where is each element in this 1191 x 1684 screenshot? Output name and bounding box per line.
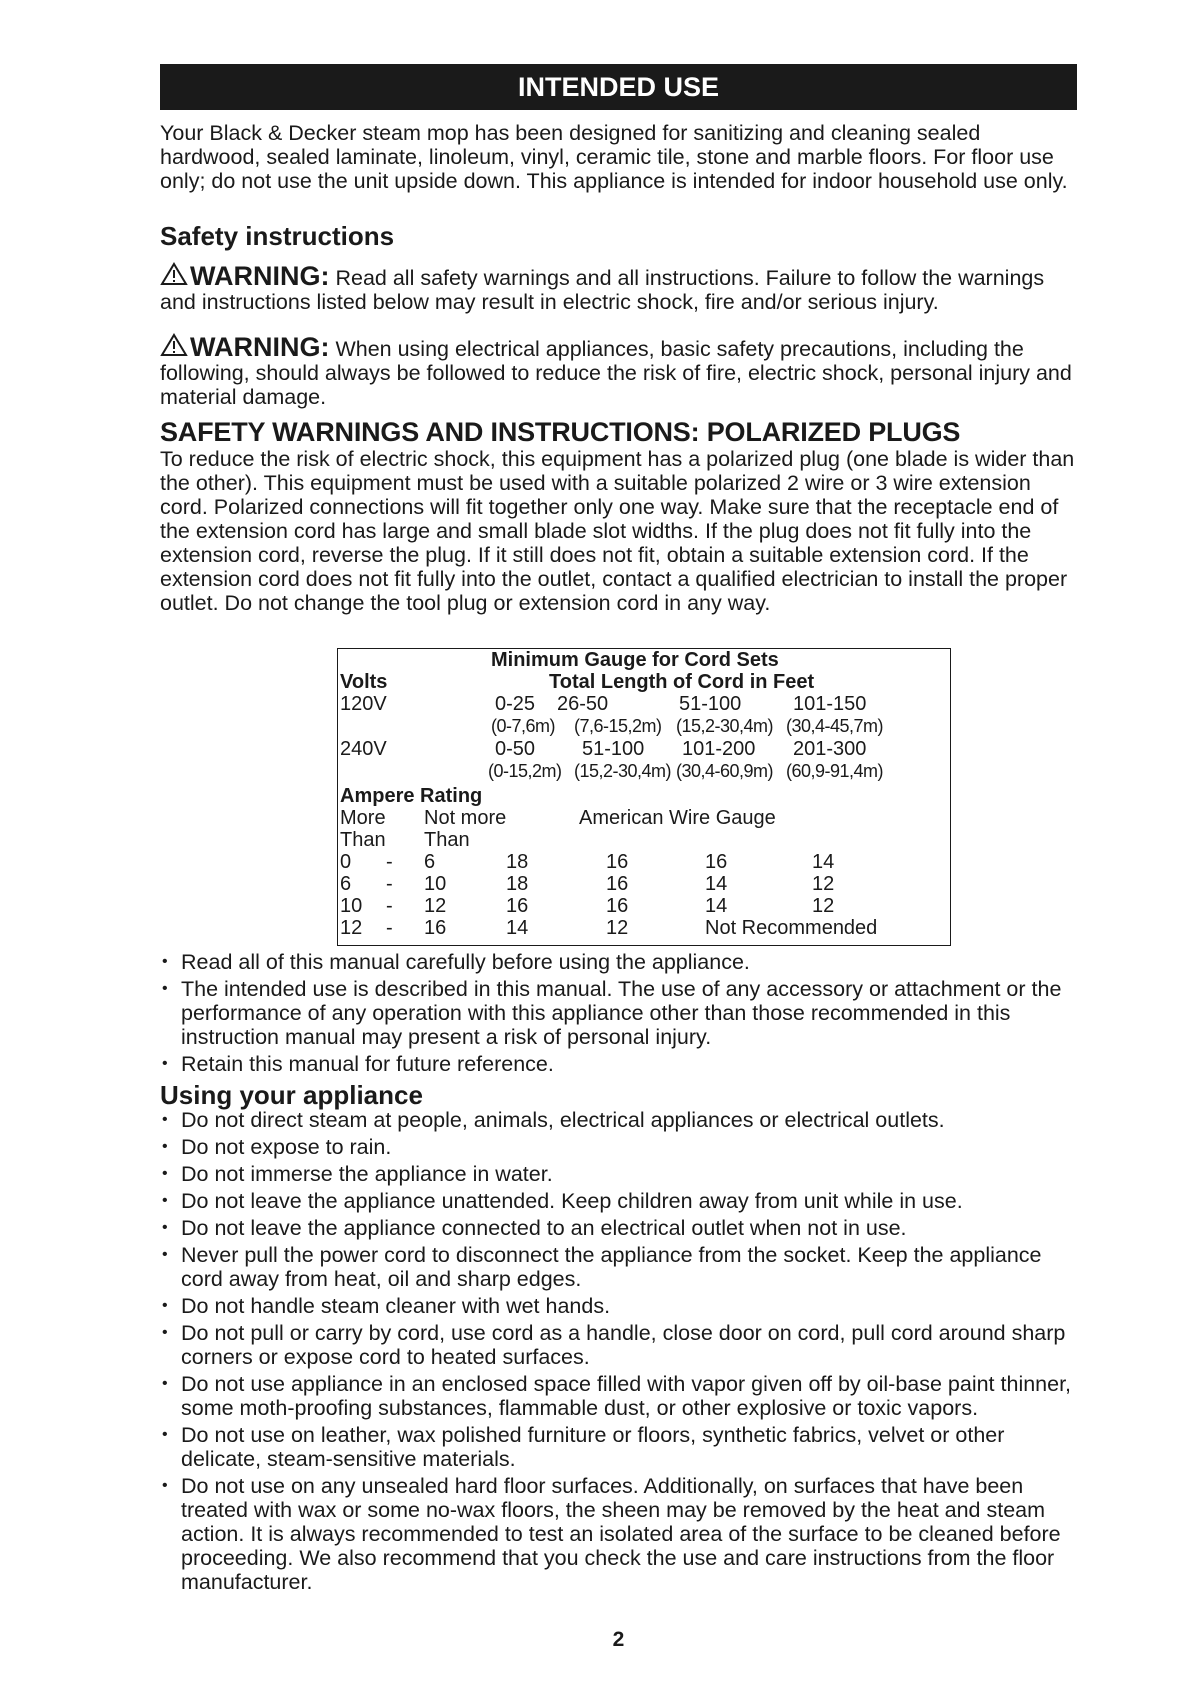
volt-240: 240V (340, 738, 387, 760)
list-item: • Do not use on leather, wax polished furniture or floors, synthetic fabrics, velvet or other delicate, steam-sensitive materials. (160, 1423, 1077, 1471)
length-ft: 101-200 (682, 738, 756, 760)
table-cell: 16 (705, 851, 728, 873)
length-ft: 51-100 (582, 738, 645, 760)
than-label: Than (424, 829, 470, 851)
length-m: (60,9-91,4m) (786, 761, 884, 781)
length-label: Total Length of Cord in Feet (549, 671, 815, 693)
table-cell: - (386, 873, 393, 895)
using-appliance-heading: Using your appliance (160, 1080, 423, 1110)
list-item: • Do not direct steam at people, animals, electrical appliances or electrical outlets. (160, 1108, 1077, 1132)
list-item: • Do not use on any unsealed hard floor surfaces. Additionally, on surfaces that have been treated with wax or some no-wax floors, the sheen may be removed by the heat and steam action. It is always recommended to test an isolated area of the surface to be cleaned before proceeding. We also recommend that you check the use and care instructions from the floor manufacturer. (160, 1474, 1077, 1594)
cord-gauge-table (337, 648, 951, 946)
list-item: • Do not pull or carry by cord, use cord as a handle, close door on cord, pull cord around sharp corners or expose cord to heated surfaces. (160, 1321, 1077, 1369)
list-item: • Do not immerse the appliance in water. (160, 1162, 1077, 1186)
safety-heading: Safety instructions (160, 221, 395, 251)
table-cell: 16 (606, 895, 629, 917)
list-item: • Read all of this manual carefully before using the appliance. (160, 950, 1077, 974)
using-bullet-list (160, 1108, 1077, 1594)
table-cell: 16 (606, 873, 629, 895)
not-more-label: Not more (424, 807, 507, 829)
table-cell: 18 (506, 873, 529, 895)
table-cell: 16 (506, 895, 529, 917)
table-cell: 18 (506, 851, 529, 873)
warning-triangle-icon (160, 262, 188, 286)
warning-text: Read all safety warnings and all instructions. Failure to follow the warnings and instructions listed below may result in electric shock, fire and/or serious injury. (160, 266, 1045, 314)
list-item: • Do not handle steam cleaner with wet hands. (160, 1294, 1077, 1318)
warning-block-1 (160, 262, 1077, 314)
table-cell: 14 (705, 873, 728, 895)
table-cell: - (386, 895, 393, 917)
than-label: Than (340, 829, 386, 851)
list-item: • Retain this manual for future reference. (160, 1052, 1077, 1076)
table-cell: 12 (340, 917, 363, 939)
warning-block-2 (160, 333, 1077, 409)
section-banner: INTENDED USE (160, 64, 1077, 110)
list-item: • Do not leave the appliance connected to an electrical outlet when not in use. (160, 1216, 1077, 1240)
list-item: • Do not use appliance in an enclosed space filled with vapor given off by oil-base paint thinner, some moth-proofing substances, flammable dust, or other explosive or toxic vapors. (160, 1372, 1077, 1420)
polarized-plugs-paragraph: To reduce the risk of electric shock, this equipment has a polarized plug (one blade is wider than the other). This equipment must be used with a suitable polarized 2 wire or 3 wire extension cord. Polarized connections will fit together only one way. Make sure that the receptacle end of the extension cord has large and small blade slot widths. If the plug does not fit fully into the extension cord, reverse the plug. If it still does not fit, obtain a suitable extension cord. If the extension cord does not fit fully into the outlet, contact a qualified electrician to install the proper outlet. Do not change the tool plug or extension cord in any way. (160, 447, 1075, 615)
length-ft: 51-100 (679, 693, 742, 715)
table-cell: 16 (424, 917, 447, 939)
table-cell: - (386, 917, 393, 939)
table-cell: 6 (424, 851, 436, 873)
page-number: 2 (612, 1628, 625, 1651)
length-ft: 101-150 (793, 693, 867, 715)
table-cell: 12 (606, 917, 629, 939)
table-cell: 12 (812, 895, 835, 917)
length-m: (7,6-15,2m) (574, 716, 662, 736)
table-cell: 14 (812, 851, 835, 873)
table-cell: 10 (340, 895, 363, 917)
length-m: (30,4-60,9m) (676, 761, 774, 781)
table-title: Minimum Gauge for Cord Sets (491, 649, 779, 671)
table-cell: 12 (812, 873, 835, 895)
length-m: (15,2-30,4m) (574, 761, 672, 781)
list-item: • The intended use is described in this manual. The use of any accessory or attachment or the performance of any operation with this appliance other than those recommended in this instruction manual may present a risk of personal injury. (160, 977, 1077, 1049)
length-m: (30,4-45,7m) (786, 716, 884, 736)
list-item: • Never pull the power cord to disconnect the appliance from the socket. Keep the appliance cord away from heat, oil and sharp edges. (160, 1243, 1077, 1291)
table-cell: 12 (424, 895, 447, 917)
awg-label: American Wire Gauge (579, 807, 776, 829)
ampere-rating-label: Ampere Rating (340, 785, 483, 807)
table-cell: 6 (340, 873, 352, 895)
table-cell: 0 (340, 851, 352, 873)
length-m: (0-15,2m) (488, 761, 562, 781)
list-item: • Do not expose to rain. (160, 1135, 1077, 1159)
warning-text: When using electrical appliances, basic safety precautions, including the following, should always be followed to reduce the risk of fire, electric shock, personal injury and material damage. (160, 337, 1072, 409)
length-ft: 0-50 (495, 738, 536, 760)
table-cell: - (386, 851, 393, 873)
table-cell: 16 (606, 851, 629, 873)
volts-label: Volts (340, 671, 388, 693)
length-ft: 201-300 (793, 738, 867, 760)
intended-use-paragraph: Your Black & Decker steam mop has been designed for sanitizing and cleaning sealed hardwood, sealed laminate, linoleum, vinyl, ceramic tile, stone and marble floors. For floor use only; do not use the unit upside down. This appliance is intended for indoor household use only. (160, 121, 1068, 193)
polarized-plugs-heading: SAFETY WARNINGS AND INSTRUCTIONS: POLARIZED PLUGS (160, 417, 961, 447)
length-ft: 0-25 (495, 693, 536, 715)
warning-label: WARNING: (190, 261, 330, 291)
table-cell: 14 (506, 917, 529, 939)
warning-triangle-icon (160, 333, 188, 357)
length-m: (0-7,6m) (491, 716, 556, 736)
list-item: • Do not leave the appliance unattended. Keep children away from unit while in use. (160, 1189, 1077, 1213)
volt-120: 120V (340, 693, 387, 715)
table-cell: Not Recommended (705, 917, 878, 939)
table-cell: 10 (424, 873, 447, 895)
more-label: More (340, 807, 386, 829)
table-cell: 14 (705, 895, 728, 917)
warning-label: WARNING: (190, 332, 330, 362)
general-bullet-list (160, 950, 1077, 1076)
length-m: (15,2-30,4m) (676, 716, 774, 736)
length-ft: 26-50 (557, 693, 609, 715)
